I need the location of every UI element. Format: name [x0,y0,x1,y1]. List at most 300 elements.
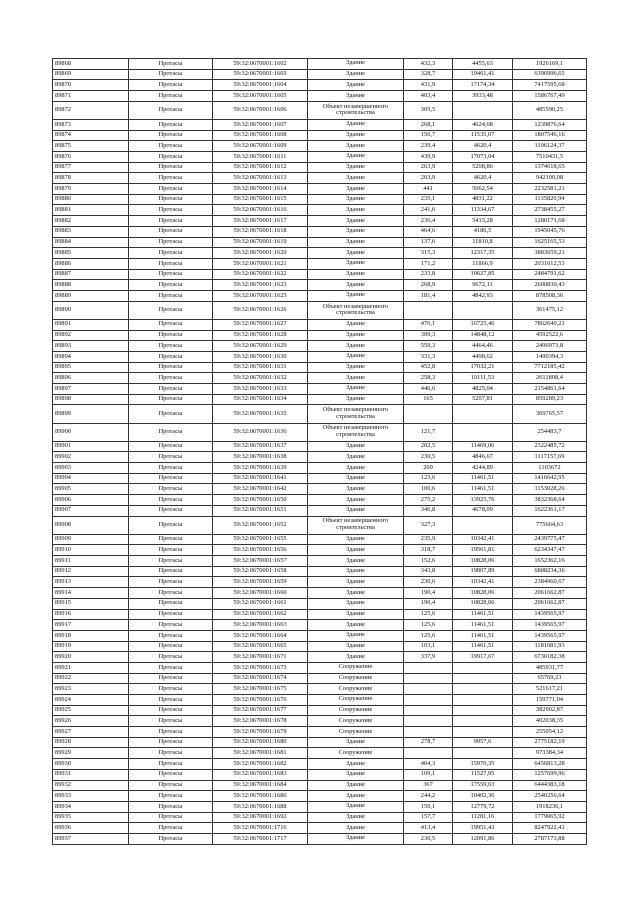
table-row [53,759,587,770]
row-number: 89872 [53,101,129,119]
row-number: 89921 [53,662,129,673]
cadastral-number-cell: 59:32:0670001:1673 [213,662,308,673]
row-number: 89881 [53,205,129,216]
object-type-cell: Здание [308,769,404,780]
object-type-cell: Здание [308,290,404,301]
locality-cell: Протасы [129,280,213,291]
specific-value-cell: 16725,46 [453,319,513,330]
specific-value-cell: 10828,06 [453,598,513,609]
specific-value-cell: 10828,06 [453,588,513,599]
table-row [53,620,587,631]
object-type-cell: Здание [308,362,404,373]
area-cell [404,748,453,759]
object-type-cell: Здание [308,216,404,227]
cadastral-number-cell: 59:32:0670001:1650 [213,495,308,506]
locality-cell: Протасы [129,473,213,484]
locality-cell: Протасы [129,405,213,423]
locality-cell: Протасы [129,641,213,652]
table-row [53,769,587,780]
area-cell [404,301,453,319]
cadastral-value-cell: 1181681,93 [513,641,587,652]
cadastral-value-cell: 159771,04 [513,695,587,706]
table-row [53,405,587,423]
table-body [53,59,587,845]
row-number: 89906 [53,495,129,506]
specific-value-cell: 4464,46 [453,341,513,352]
object-type-cell: Объект незавершенного строительства [308,405,404,423]
object-type-cell: Сооружение [308,662,404,673]
cadastral-number-cell: 59:32:0670001:1632 [213,373,308,384]
specific-value-cell: 11469,06 [453,441,513,452]
object-type-cell: Здание [308,505,404,516]
table-row [53,194,587,205]
cadastral-value-cell: 1807546,16 [513,130,587,141]
area-cell: 123,6 [404,473,453,484]
specific-value-cell: 4620,4 [453,173,513,184]
locality-cell: Протасы [129,727,213,738]
locality-cell: Протасы [129,269,213,280]
table-row [53,205,587,216]
area-cell: 156,7 [404,130,453,141]
cadastral-value-cell: 361475,12 [513,301,587,319]
locality-cell: Протасы [129,737,213,748]
row-number: 89903 [53,463,129,474]
specific-value-cell: 4455,63 [453,59,513,70]
table-row [53,598,587,609]
specific-value-cell: 10828,06 [453,556,513,567]
cadastral-value-cell: 2384960,67 [513,577,587,588]
object-type-cell: Здание [308,173,404,184]
cadastral-number-cell: 59:32:0670001:1663 [213,620,308,631]
table-row [53,101,587,119]
specific-value-cell: 4825,04 [453,383,513,394]
row-number: 89913 [53,577,129,588]
locality-cell: Протасы [129,577,213,588]
table-row [53,556,587,567]
locality-cell: Протасы [129,791,213,802]
locality-cell: Протасы [129,351,213,362]
cadastral-value-cell: 521617,21 [513,684,587,695]
object-type-cell: Сооружение [308,673,404,684]
area-cell: 559,3 [404,341,453,352]
cadastral-value-cell: 2061662,87 [513,598,587,609]
table-row [53,801,587,812]
specific-value-cell: 17174,34 [453,80,513,91]
table-row [53,119,587,130]
object-type-cell: Здание [308,495,404,506]
area-cell: 125,6 [404,620,453,631]
specific-value-cell [453,405,513,423]
area-cell: 230,6 [404,577,453,588]
specific-value-cell: 5207,81 [453,394,513,405]
cadastral-value-cell: 382902,87 [513,705,587,716]
locality-cell: Протасы [129,423,213,441]
row-number: 89897 [53,383,129,394]
object-type-cell: Здание [308,566,404,577]
locality-cell: Протасы [129,556,213,567]
cadastral-number-cell: 59:32:0670001:1680 [213,737,308,748]
cadastral-number-cell: 59:32:0670001:1665 [213,641,308,652]
locality-cell: Протасы [129,652,213,663]
table-row [53,716,587,727]
row-number: 89894 [53,351,129,362]
table-row [53,705,587,716]
cadastral-value-cell: 1625165,53 [513,237,587,248]
cadastral-number-cell: 59:32:0670001:1605 [213,91,308,102]
table-row [53,130,587,141]
object-type-cell: Сооружение [308,684,404,695]
locality-cell: Протасы [129,441,213,452]
table-row [53,566,587,577]
cadastral-number-cell: 59:32:0670001:1612 [213,162,308,173]
row-number: 89883 [53,226,129,237]
row-number: 89873 [53,119,129,130]
row-number: 89884 [53,237,129,248]
row-number: 89869 [53,69,129,80]
locality-cell: Протасы [129,484,213,495]
specific-value-cell: 5208,86 [453,162,513,173]
object-type-cell: Здание [308,641,404,652]
cadastral-number-cell: 59:32:0670001:1657 [213,556,308,567]
specific-value-cell: 11461,51 [453,609,513,620]
object-type-cell: Здание [308,620,404,631]
area-cell: 152,6 [404,556,453,567]
cadastral-number-cell: 59:32:0670001:1627 [213,319,308,330]
table-row [53,641,587,652]
cadastral-value-cell: 1622361,17 [513,505,587,516]
table-row [53,473,587,484]
cadastral-value-cell: 485590,25 [513,101,587,119]
cadastral-number-cell: 59:32:0670001:1717 [213,833,308,844]
specific-value-cell: 4498,62 [453,351,513,362]
row-number: 89934 [53,801,129,812]
area-cell: 241,6 [404,205,453,216]
cadastral-number-cell: 59:32:0670001:1602 [213,59,308,70]
cadastral-number-cell: 59:32:0670001:1635 [213,405,308,423]
specific-value-cell: 4624,68 [453,119,513,130]
area-cell [404,662,453,673]
area-cell: 235,9 [404,534,453,545]
cadastral-value-cell: 973384,34 [513,748,587,759]
cadastral-number-cell: 59:32:0670001:1651 [213,505,308,516]
cadastral-number-cell: 59:32:0670001:1609 [213,141,308,152]
area-cell: 235,1 [404,194,453,205]
specific-value-cell: 19951,43 [453,823,513,834]
locality-cell: Протасы [129,248,213,259]
cadastral-value-cell: 7712185,42 [513,362,587,373]
table-row [53,823,587,834]
object-type-cell: Здание [308,330,404,341]
specific-value-cell: 5062,54 [453,184,513,195]
row-number: 89888 [53,280,129,291]
object-type-cell: Сооружение [308,716,404,727]
object-type-cell: Здание [308,194,404,205]
document-page [52,58,586,845]
table-row [53,534,587,545]
area-cell: 233,8 [404,269,453,280]
cadastral-value-cell: 1779065,92 [513,812,587,823]
object-type-cell: Здание [308,91,404,102]
cadastral-number-cell: 59:32:0670001:1630 [213,351,308,362]
cadastral-value-cell: 1490394,3 [513,351,587,362]
locality-cell: Протасы [129,91,213,102]
specific-value-cell: 10342,41 [453,577,513,588]
row-number: 89933 [53,791,129,802]
locality-cell: Протасы [129,823,213,834]
cadastral-number-cell: 59:32:0670001:1617 [213,216,308,227]
row-number: 89887 [53,269,129,280]
cadastral-value-cell: 1652362,16 [513,556,587,567]
table-row [53,394,587,405]
cadastral-number-cell: 59:32:0670001:1682 [213,759,308,770]
row-number: 89900 [53,423,129,441]
cadastral-value-cell: 1586767,49 [513,91,587,102]
specific-value-cell: 10402,36 [453,791,513,802]
area-cell: 230,5 [404,452,453,463]
table-row [53,341,587,352]
object-type-cell: Сооружение [308,727,404,738]
table-row [53,833,587,844]
area-cell: 346,8 [404,505,453,516]
row-number: 89898 [53,394,129,405]
cadastral-value-cell: 255054,12 [513,727,587,738]
specific-value-cell [453,695,513,706]
locality-cell: Протасы [129,748,213,759]
row-number: 89922 [53,673,129,684]
cadastral-number-cell: 59:32:0670001:1686 [213,791,308,802]
area-cell: 190,4 [404,588,453,599]
cadastral-number-cell: 59:32:0670001:1675 [213,684,308,695]
table-row [53,290,587,301]
row-number: 89923 [53,684,129,695]
locality-cell: Протасы [129,516,213,534]
object-type-cell: Здание [308,141,404,152]
cadastral-value-cell: 2787173,88 [513,833,587,844]
area-cell: 103,1 [404,641,453,652]
table-row [53,373,587,384]
cadastral-number-cell: 59:32:0670001:1619 [213,237,308,248]
cadastral-value-cell: 1135820,94 [513,194,587,205]
table-row [53,748,587,759]
locality-cell: Протасы [129,141,213,152]
cadastral-number-cell: 59:32:0670001:1659 [213,577,308,588]
specific-value-cell: 19917,67 [453,652,513,663]
locality-cell: Протасы [129,588,213,599]
cadastral-number-cell: 59:32:0670001:1677 [213,705,308,716]
cadastral-value-cell: 8247922,41 [513,823,587,834]
row-number: 89935 [53,812,129,823]
locality-cell: Протасы [129,495,213,506]
locality-cell: Протасы [129,620,213,631]
specific-value-cell [453,684,513,695]
area-cell: 203,9 [404,173,453,184]
cadastral-number-cell: 59:32:0670001:1611 [213,152,308,163]
area-cell: 150,1 [404,801,453,812]
table-row [53,237,587,248]
locality-cell: Протасы [129,162,213,173]
table-row [53,505,587,516]
table-row [53,91,587,102]
specific-value-cell: 4186,5 [453,226,513,237]
table-row [53,80,587,91]
object-type-cell: Здание [308,473,404,484]
object-type-cell: Здание [308,280,404,291]
cadastral-value-cell: 1918236,1 [513,801,587,812]
row-number: 89891 [53,319,129,330]
cadastral-value-cell: 2031612,53 [513,258,587,269]
object-type-cell: Здание [308,237,404,248]
locality-cell: Протасы [129,373,213,384]
cadastral-number-cell: 59:32:0670001:1638 [213,452,308,463]
cadastral-number-cell: 59:32:0670001:1692 [213,812,308,823]
cadastral-value-cell: 3832368,64 [513,495,587,506]
area-cell: 258,3 [404,373,453,384]
area-cell: 244,2 [404,791,453,802]
table-row [53,362,587,373]
cadastral-value-cell: 2738455,27 [513,205,587,216]
area-cell: 318,7 [404,545,453,556]
locality-cell: Протасы [129,119,213,130]
cadastral-value-cell: 3883659,21 [513,248,587,259]
cadastral-number-cell: 59:32:0670001:1652 [213,516,308,534]
locality-cell: Протасы [129,833,213,844]
object-type-cell: Здание [308,463,404,474]
row-number: 89893 [53,341,129,352]
specific-value-cell: 17073,04 [453,152,513,163]
table-row [53,673,587,684]
table-row [53,269,587,280]
specific-value-cell [453,716,513,727]
row-number: 89886 [53,258,129,269]
object-type-cell: Здание [308,652,404,663]
table-row [53,423,587,441]
cadastral-number-cell: 59:32:0670001:1618 [213,226,308,237]
table-row [53,727,587,738]
locality-cell: Протасы [129,505,213,516]
table-row [53,812,587,823]
cadastral-value-cell: 2540256,64 [513,791,587,802]
cadastral-number-cell: 59:32:0670001:1658 [213,566,308,577]
cadastral-number-cell: 59:32:0670001:1655 [213,534,308,545]
cadastral-value-cell: 1374618,65 [513,162,587,173]
area-cell: 446,6 [404,383,453,394]
table-row [53,463,587,474]
table-row [53,452,587,463]
cadastral-value-cell: 1103672 [513,463,587,474]
area-cell: 181,4 [404,290,453,301]
table-row [53,280,587,291]
object-type-cell: Здание [308,258,404,269]
specific-value-cell [453,423,513,441]
area-cell: 441 [404,184,453,195]
object-type-cell: Здание [308,823,404,834]
cadastral-value-cell: 2611808,4 [513,373,587,384]
object-type-cell: Здание [308,119,404,130]
table-row [53,684,587,695]
locality-cell: Протасы [129,101,213,119]
cadastral-value-cell: 2496973,8 [513,341,587,352]
object-type-cell: Здание [308,269,404,280]
area-cell: 305,5 [404,101,453,119]
specific-value-cell: 14848,12 [453,330,513,341]
row-number: 89880 [53,194,129,205]
area-cell: 431,9 [404,80,453,91]
table-row [53,780,587,791]
cadastral-number-cell: 59:32:0670001:1626 [213,301,308,319]
object-type-cell: Здание [308,801,404,812]
object-type-cell: Здание [308,341,404,352]
table-row [53,258,587,269]
cadastral-number-cell: 59:32:0670001:1656 [213,545,308,556]
locality-cell: Протасы [129,662,213,673]
table-row [53,609,587,620]
cadastral-value-cell: 7510431,5 [513,152,587,163]
specific-value-cell: 10627,85 [453,269,513,280]
specific-value-cell: 4842,93 [453,290,513,301]
cadastral-number-cell: 59:32:0670001:1615 [213,194,308,205]
table-row [53,226,587,237]
specific-value-cell: 11461,51 [453,641,513,652]
row-number: 89877 [53,162,129,173]
locality-cell: Протасы [129,59,213,70]
area-cell: 278,7 [404,737,453,748]
row-number: 89885 [53,248,129,259]
object-type-cell: Здание [308,59,404,70]
object-type-cell: Здание [308,319,404,330]
specific-value-cell: 12091,86 [453,833,513,844]
object-type-cell: Здание [308,609,404,620]
row-number: 89925 [53,705,129,716]
row-number: 89916 [53,609,129,620]
locality-cell: Протасы [129,630,213,641]
area-cell: 309,3 [404,330,453,341]
cadastral-number-cell: 59:32:0670001:1678 [213,716,308,727]
locality-cell: Протасы [129,566,213,577]
cadastral-number-cell: 59:32:0670001:1608 [213,130,308,141]
table-row [53,737,587,748]
object-type-cell: Сооружение [308,705,404,716]
row-number: 89937 [53,833,129,844]
locality-cell: Протасы [129,362,213,373]
locality-cell: Протасы [129,463,213,474]
specific-value-cell: 11810,8 [453,237,513,248]
row-number: 89917 [53,620,129,631]
row-number: 89911 [53,556,129,567]
area-cell: 404,3 [404,759,453,770]
table-row [53,141,587,152]
area-cell: 171,2 [404,258,453,269]
cadastral-value-cell: 1239876,64 [513,119,587,130]
object-type-cell: Здание [308,577,404,588]
locality-cell: Протасы [129,716,213,727]
object-type-cell: Объект незавершенного строительства [308,423,404,441]
area-cell: 275,2 [404,495,453,506]
object-type-cell: Здание [308,394,404,405]
table-row [53,441,587,452]
cadastral-number-cell: 59:32:0670001:1716 [213,823,308,834]
object-type-cell: Здание [308,130,404,141]
cadastral-value-cell: 1926169,1 [513,59,587,70]
table-row [53,152,587,163]
area-cell: 125,6 [404,609,453,620]
area-cell [404,727,453,738]
cadastral-value-cell: 2232581,21 [513,184,587,195]
object-type-cell: Здание [308,588,404,599]
row-number: 89899 [53,405,129,423]
cadastral-value-cell: 369765,57 [513,405,587,423]
locality-cell: Протасы [129,812,213,823]
area-cell: 337,9 [404,652,453,663]
